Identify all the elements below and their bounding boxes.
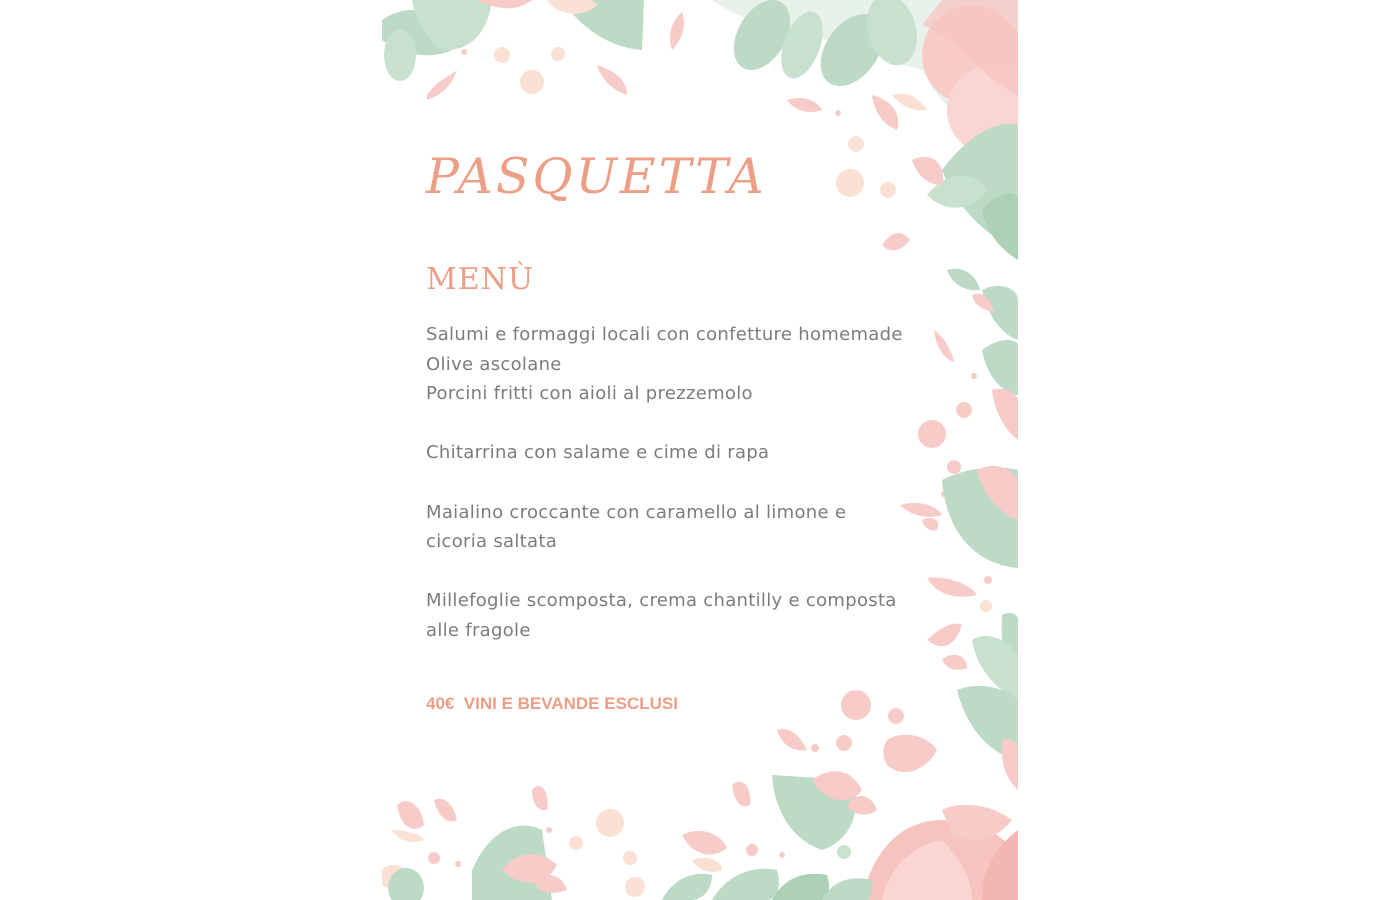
menu-card <box>382 0 1018 900</box>
menu-item: Millefoglie scomposta, crema chantilly e composta alle fragole <box>426 590 897 641</box>
price-note: 40€ VINI E BEVANDE ESCLUSI <box>426 694 678 713</box>
menu-section-heading: MENÙ <box>426 262 535 297</box>
menu-title: PASQUETTA <box>426 148 767 205</box>
menu-item: Porcini fritti con aioli al prezzemolo <box>426 383 753 405</box>
menu-item: Chitarrina con salame e cime di rapa <box>426 442 770 464</box>
menu-item: Salumi e formaggi locali con confetture homemade <box>426 324 903 345</box>
menu-item: Maialino croccante con caramello al limone e cicoria saltata <box>426 501 847 553</box>
menu-list <box>426 320 906 646</box>
menu-item: Olive ascolane <box>426 353 562 375</box>
